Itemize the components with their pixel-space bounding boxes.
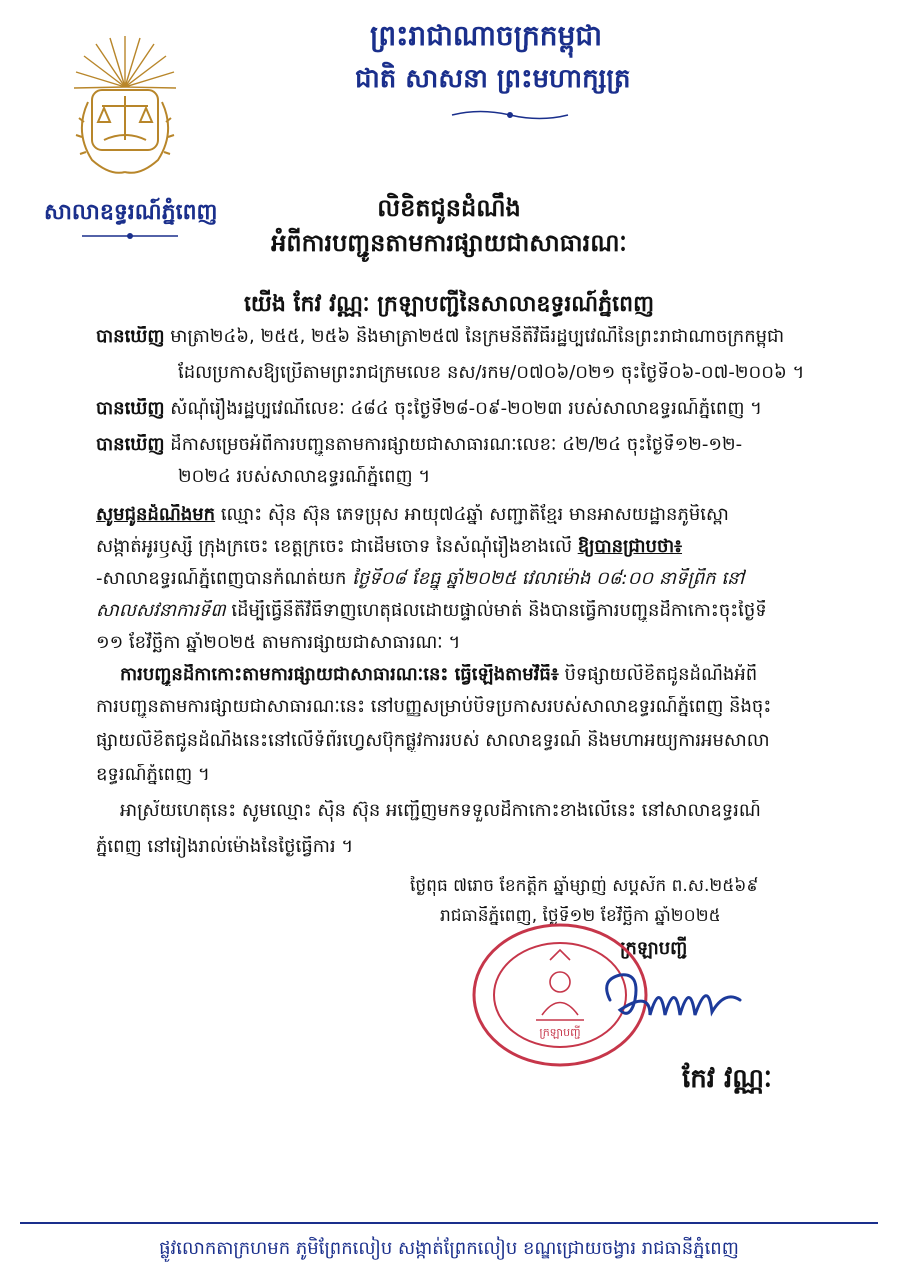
seen-label: បានឃើញ (96, 434, 165, 455)
solar-date: រាជធានីភ្នំពេញ, ថ្ងៃទី១២ ខែវិច្ឆិកា ឆ្នាំ២០២៥ (440, 906, 721, 926)
footer-address: ផ្លូវលោកតាក្រហមក ភូមិព្រែកលៀប សង្កាត់ព្រែកលៀប ខណ្ឌជ្រោយចង្វារ រាជធានីភ្នំពេញ (159, 1238, 739, 1259)
item-line1 (96, 568, 876, 590)
notify-line2 (96, 536, 876, 558)
court-name: សាលាឧទ្ធរណ៍ភ្នំពេញ (44, 200, 218, 225)
national-motto: ជាតិ សាសនា ព្រះមហាក្សត្រ (355, 64, 631, 94)
item-line2 (96, 600, 876, 622)
public-line2: ការបញ្ជូនតាមការផ្សាយជាសាធារណៈនេះ នៅបញ្ញសម្រាប់បិទប្រកាសរបស់សាលាឧទ្ធរណ៍ភ្នំពេញ និងចុះ (96, 696, 772, 717)
seen1-text: មាត្រា២៤៦, ២៥៥, ២៥៦ និងមាត្រា២៥៧ នៃក្រមនីតិវិធីរដ្ឋប្បវេណីនៃព្រះរាជាណាចក្រកម្ពុជា (170, 326, 785, 347)
seen1-line2: ដែលប្រកាសឱ្យប្រើតាមព្រះរាជក្រមលេខ នស/រកម/០៧០៦/០២១ ចុះថ្ងៃទី០៦-០៧-២០០៦ ។ (178, 362, 805, 383)
document-title: លិខិតជូនដំណឹង (377, 194, 521, 222)
notify-tail: ឱ្យបានជ្រាបថា៖ (577, 536, 683, 557)
seen3-line1 (96, 434, 876, 456)
seen2-line (96, 398, 876, 420)
item-rest: ដើម្បីធ្វើនីតិវិធីទាញហេតុផលដោយផ្ទាល់មាត់ និងបានធ្វើការបញ្ជូនដីកាកោះចុះថ្ងៃទី (225, 600, 767, 621)
public-bold: ការបញ្ជូនដីកាកោះតាមការផ្សាយជាសាធារណៈនេះ ធ្វើឡើងតាមវិធី៖ (120, 664, 559, 685)
lunar-date: ថ្ងៃពុធ ៧រោច ខែកត្តិក ឆ្នាំម្សាញ់ សប្តស័ក ព.ស.២៥៦៩ (410, 876, 759, 896)
kingdom-title: ព្រះរាជាណាចក្រកម្ពុជា (370, 19, 603, 52)
hearing-date: ថ្ងៃទី០៨ ខែធ្នូ ឆ្នាំ២០២៥ វេលាម៉ោង ០៨:០០ នាទីព្រឹក នៅ (352, 568, 745, 589)
seen1-line1 (96, 326, 866, 348)
public-rest: បិទផ្សាយលិខិតជូនដំណឹងអំពី (558, 664, 758, 685)
seen3-text: ដីកាសម្រេចអំពីការបញ្ជូនតាមការផ្សាយជាសាធារណៈលេខៈ ៤២/២៤ ចុះថ្ងៃទី១២-១២- (170, 434, 743, 455)
seen-label: បានឃើញ (96, 326, 165, 347)
notify-label: សូមជូនដំណឹងមក (96, 504, 216, 525)
closing-line1: អាស្រ័យហេតុនេះ សូមឈ្មោះ ស៊ិន ស៊ុន អញ្ជើញមកទទួលដីកាកោះខាងលើនេះ នៅសាលាឧទ្ធរណ៍ (120, 800, 761, 821)
notify-text2: សង្កាត់អូរឫស្សី ក្រុងក្រចេះ ខេត្តក្រចេះ ជាដើមចោទ នៃសំណុំរឿងខាងលើ (96, 536, 578, 557)
stamp-text: ក្រឡាបញ្ជី (539, 1026, 581, 1039)
notify-text: ឈ្មោះ ស៊ិន ស៊ុន ភេទប្រុស អាយុ៧៤ឆ្នាំ សញ្ជាតិខ្មែរ មានអាសយដ្ឋានភូមិស្ពោ (215, 504, 729, 525)
footer-rule (20, 1222, 878, 1224)
hearing-venue: សាលសវនាការទី៣ (96, 600, 226, 621)
public-line3: ផ្សាយលិខិតជូនដំណឹងនេះនៅលើទំព័រហ្វេសប៊ុកផ្លូវការរបស់ សាលាឧទ្ធរណ៍ និងមហាអយ្យការអមសាលា (96, 730, 770, 751)
signer-name: កែវ វណ្ណៈ (682, 1064, 772, 1094)
public-line1 (120, 664, 880, 686)
signer-role: ក្រឡាបញ្ជី (620, 938, 688, 959)
item-line3: ១១ ខែវិច្ឆិកា ឆ្នាំ២០២៥ តាមការផ្សាយជាសាធារណៈ ។ (96, 632, 461, 653)
seen3-line2: ២០២៤ របស់សាលាឧទ្ធរណ៍ភ្នំពេញ ។ (178, 466, 431, 487)
handwritten-signature (590, 960, 760, 1040)
motto-ornament (450, 108, 570, 122)
document-subtitle: អំពីការបញ្ជូនតាមការផ្សាយជាសាធារណៈ (271, 229, 627, 257)
item-pre: -សាលាឧទ្ធរណ៍ភ្នំពេញបានកំណត់យក (96, 568, 353, 589)
issuer-line: យើង កែវ វណ្ណៈ ក្រឡាបញ្ជីនៃសាលាឧទ្ធរណ៍ភ្នំពេញ (243, 292, 655, 317)
public-line4: ឧទ្ធរណ៍ភ្នំពេញ ។ (96, 764, 210, 785)
seen-label: បានឃើញ (96, 398, 165, 419)
seen2-text: សំណុំរឿងរដ្ឋប្បវេណីលេខៈ ៤៨៤ ចុះថ្ងៃទី២៨-០៩-២០២៣ របស់សាលាឧទ្ធរណ៍ភ្នំពេញ ។ (170, 398, 763, 419)
court-emblem (70, 32, 180, 182)
notify-line1 (96, 504, 876, 526)
closing-line2: ភ្នំពេញ នៅរៀងរាល់ម៉ោងនៃថ្ងៃធ្វើការ ។ (96, 836, 354, 857)
